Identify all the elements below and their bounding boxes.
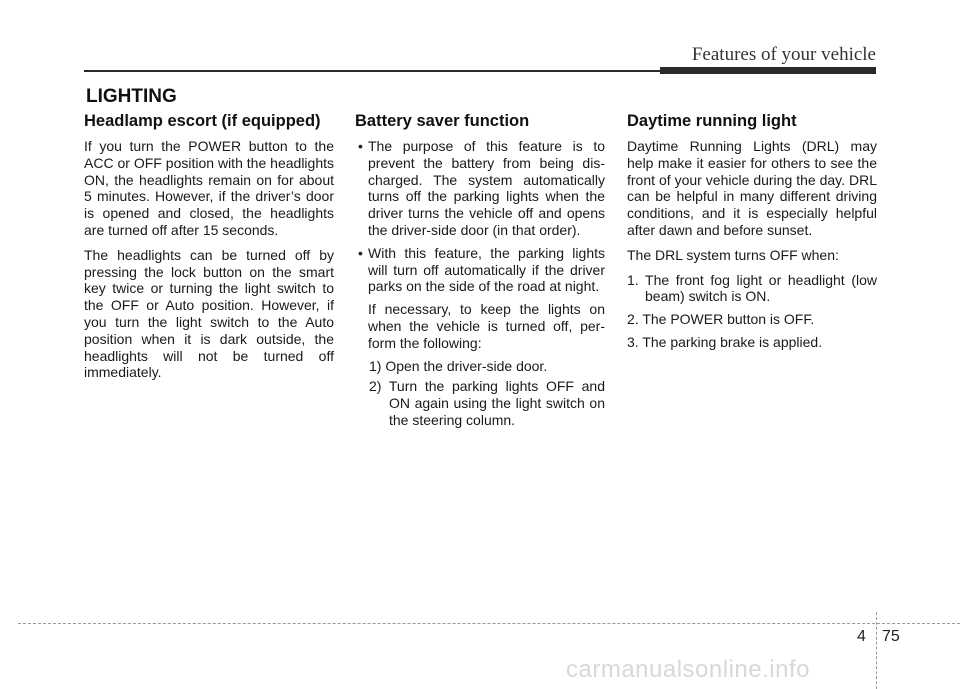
chapter-header-title: Features of your vehicle (691, 44, 876, 65)
column-headlamp-escort (84, 112, 334, 389)
battery-saver-bullet-1 (355, 138, 605, 239)
column-battery-saver (355, 112, 605, 433)
drl-item-3: 3. The parking brake is applied. (627, 333, 823, 350)
bullet-icon: • (358, 138, 363, 154)
chapter-number: 4 (857, 628, 866, 645)
column-daytime-running-light (627, 112, 877, 357)
battery-saver-step-2: 2) Turn the parking lights OFF and ON again using the light switch on the steering column. (369, 378, 605, 428)
header-rule (84, 70, 660, 72)
battery-saver-step-1: 1) Open the driver-side door. (369, 357, 548, 374)
daytime-running-light-heading: Daytime running light (627, 112, 797, 130)
headlamp-escort-heading: Headlamp escort (if equipped) (84, 112, 321, 130)
watermark: carmanualsonline.info (566, 656, 810, 683)
battery-saver-list (355, 138, 605, 295)
drl-item-1: 1. The front fog light or headlight (low beam) switch is ON. (627, 271, 877, 305)
battery-saver-bullet-2 (355, 245, 605, 295)
header-rule-thick (660, 67, 876, 74)
drl-paragraph-2: The DRL system turns OFF when: (627, 246, 839, 263)
footer-divider (876, 612, 877, 689)
headlamp-escort-paragraph-1: If you turn the POWER button to the ACC or OFF position with the headlights ON, the headlights remain on for about 5 minutes. However, if the driver’s door is opened and closed, the headlights are turned off after 15 seconds. (84, 138, 334, 238)
drl-item-2: 2. The POWER button is OFF. (627, 311, 815, 328)
drl-paragraph-1: Daytime Running Lights (DRL) may help make it easier for others to see the front of your vehicle during the day. DRL can be helpful in many different driving conditions, and it is especially helpful after dawn and before sunset. (627, 138, 877, 238)
headlamp-escort-paragraph-2: The headlights can be turned off by pressing the lock button on the smart key twice or turning the light switch to the OFF or Auto position. However, if you turn the light switch to the Auto position when it is dark outside, the headlights will not be turned off immediately. (84, 246, 334, 381)
battery-saver-bullet-1-text: The purpose of this feature is to prevent the battery from being discharged. The system automatically turns off the parking lights when the driver turns the vehicle off and opens the driver-side door (in that order). (368, 138, 605, 238)
battery-saver-bullet-2-text: With this feature, the parking lights will turn off automatically if the driver parks on the side of the road at night. (368, 244, 605, 295)
battery-saver-heading: Battery saver function (355, 112, 530, 130)
bullet-icon: • (358, 244, 363, 261)
page-number: 75 (882, 628, 900, 645)
battery-saver-instructions: If necessary, to keep the lights on when the vehicle is turned off, perform the following: (368, 301, 605, 351)
footer-rule (18, 623, 960, 624)
section-title: LIGHTING (86, 86, 177, 107)
